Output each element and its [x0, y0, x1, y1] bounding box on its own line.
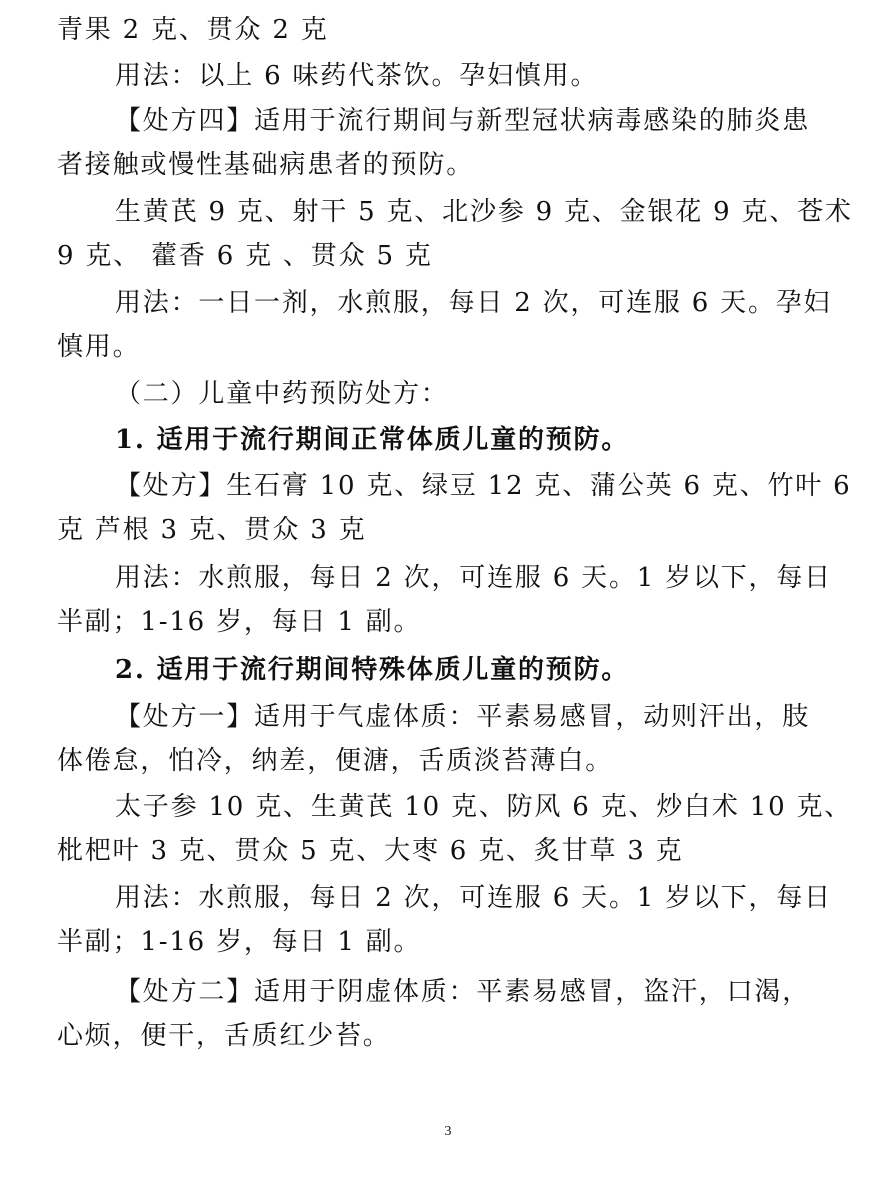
- paragraph-usage-4: [0, 281, 896, 369]
- page-number: 3: [444, 1124, 452, 1139]
- paragraph-prescription-2-yinxu: [0, 970, 896, 1058]
- text-line: 半副；1-16 岁，每日 1 副。: [57, 607, 422, 637]
- text-line: 9 克、 藿香 6 克 、贯众 5 克: [57, 241, 433, 271]
- subheading-special-constitution: [0, 648, 896, 692]
- text-line: 青果 2 克、贯众 2 克: [57, 15, 329, 45]
- subheading-normal-constitution: [0, 418, 896, 462]
- text-line: 用法：一日一剂，水煎服，每日 2 次，可连服 6 天。孕妇: [115, 288, 832, 318]
- paragraph-ingredients-4: [0, 190, 896, 278]
- text-line: 慎用。: [57, 332, 141, 362]
- text-line: 枇杷叶 3 克、贯众 5 克、大枣 6 克、炙甘草 3 克: [57, 836, 684, 866]
- section-heading-children: [0, 372, 896, 416]
- text-line: 克 芦根 3 克、贯众 3 克: [57, 515, 367, 545]
- text-line: 体倦怠，怕冷，纳差，便溏，舌质淡苔薄白。: [57, 746, 614, 776]
- paragraph-prescription-4: [0, 99, 896, 187]
- paragraph-usage-1-qixu: [0, 876, 896, 964]
- heading-text: （二）儿童中药预防处方：: [115, 379, 449, 409]
- text-line: 用法：水煎服，每日 2 次，可连服 6 天。1 岁以下，每日: [115, 563, 832, 593]
- text-line: 用法：以上 6 味药代茶饮。孕妇慎用。: [115, 61, 599, 91]
- paragraph-usage-3: [0, 54, 896, 98]
- text-line: 用法：水煎服，每日 2 次，可连服 6 天。1 岁以下，每日: [115, 883, 832, 913]
- text-line: 【处方】生石膏 10 克、绿豆 12 克、蒲公英 6 克、竹叶 6: [115, 471, 852, 501]
- paragraph-ingredients-1-qixu: [0, 785, 896, 873]
- paragraph-usage-children: [0, 556, 896, 644]
- paragraph-prescription-children: [0, 464, 896, 552]
- text-line: 【处方一】适用于气虚体质：平素易感冒，动则汗出，肢: [115, 702, 811, 732]
- paragraph-prescription-3-tail: [0, 8, 896, 52]
- text-line: 生黄芪 9 克、射干 5 克、北沙参 9 克、金银花 9 克、苍术: [115, 197, 853, 227]
- text-line: 【处方四】适用于流行期间与新型冠状病毒感染的肺炎患: [115, 106, 811, 136]
- text-line: 太子参 10 克、生黄芪 10 克、防风 6 克、炒白术 10 克、: [115, 792, 853, 822]
- text-line: 半副；1-16 岁，每日 1 副。: [57, 927, 422, 957]
- text-line: 【处方二】适用于阴虚体质：平素易感冒，盗汗，口渴，: [115, 977, 811, 1007]
- heading-text: 1. 适用于流行期间正常体质儿童的预防。: [115, 425, 630, 455]
- text-line: 者接触或慢性基础病患者的预防。: [57, 150, 475, 180]
- text-line: 心烦，便干，舌质红少苔。: [57, 1021, 391, 1051]
- heading-text: 2. 适用于流行期间特殊体质儿童的预防。: [115, 655, 630, 685]
- paragraph-prescription-1-qixu: [0, 695, 896, 783]
